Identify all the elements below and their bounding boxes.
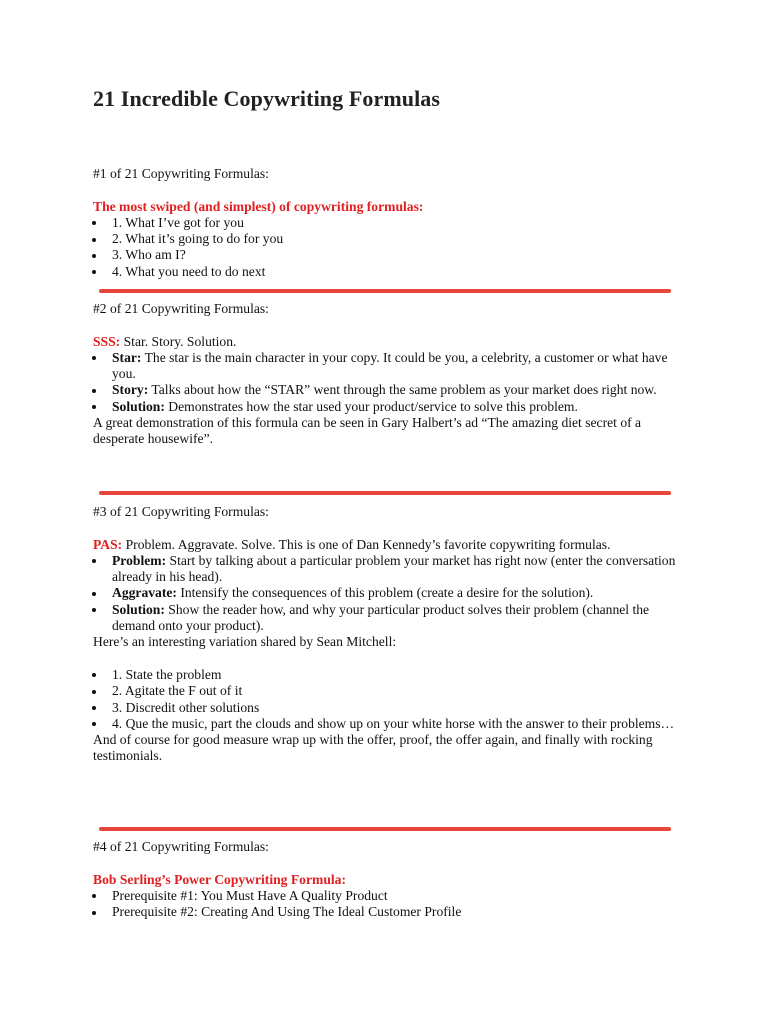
section-3-heading: #3 of 21 Copywriting Formulas: (93, 504, 269, 519)
list-item: 4. What you need to do next (93, 264, 683, 280)
list-item: Prerequisite #1: You Must Have A Quality Product (93, 888, 683, 904)
section-3-variation-intro: Here’s an interesting variation shared by Sean Mitchell: (93, 634, 397, 650)
list-item (93, 602, 683, 635)
list-item: Prerequisite #2: Creating And Using The Ideal Customer Profile (93, 904, 683, 920)
list-item (93, 553, 683, 586)
list-item-text: Talks about how the “STAR” went through the same problem as your market does right now. (148, 382, 657, 398)
section-4-subtitle: Bob Serling’s Power Copywriting Formula: (93, 871, 346, 887)
list-item (93, 585, 683, 601)
list-item-term: Aggravate: (112, 585, 177, 601)
list-item (93, 399, 683, 415)
section-1-heading: #1 of 21 Copywriting Formulas: (93, 166, 269, 181)
list-item-text: The star is the main character in your copy. It could be you, a celebrity, a customer or what have you. (112, 349, 668, 382)
section-2-heading: #2 of 21 Copywriting Formulas: (93, 301, 269, 316)
section-3-variation-list (93, 667, 683, 732)
list-item: 2. What it’s going to do for you (93, 231, 683, 247)
section-2-note: A great demonstration of this formula can be seen in Gary Halbert’s ad “The amazing diet secret of a desperate housewife”. (93, 415, 642, 447)
section-3 (93, 504, 683, 765)
list-item: 1. What I’ve got for you (93, 215, 683, 231)
list-item-term: Star: (112, 349, 142, 365)
section-2-intro-label: SSS: (93, 333, 121, 349)
list-item-term: Solution: (112, 601, 165, 617)
list-item: 1. State the problem (93, 667, 683, 683)
list-item: 3. Discredit other solutions (93, 700, 683, 716)
list-item-text: Intensify the consequences of this problem (create a desire for the solution). (176, 585, 594, 601)
section-4 (93, 839, 683, 920)
section-4-heading: #4 of 21 Copywriting Formulas: (93, 839, 269, 854)
list-item-text: Show the reader how, and why your particular product solves their problem (channel the demand onto your product). (112, 601, 650, 634)
section-divider (99, 289, 671, 293)
list-item-text: Start by talking about a particular problem your market has right now (enter the conversation already in his head). (112, 552, 676, 585)
section-3-list (93, 553, 683, 634)
section-2 (93, 301, 683, 448)
section-3-note: And of course for good measure wrap up with the offer, proof, the offer again, and finally with rocking testimonials. (93, 732, 653, 764)
section-1 (93, 166, 683, 280)
list-item (93, 350, 683, 383)
list-item (93, 382, 683, 398)
list-item-term: Solution: (112, 398, 165, 414)
section-1-list (93, 215, 683, 280)
document-title: 21 Incredible Copywriting Formulas (93, 86, 441, 111)
section-3-intro-text: Problem. Aggravate. Solve. This is one of Dan Kennedy’s favorite copywriting formulas. (122, 536, 611, 552)
section-2-intro-text: Star. Story. Solution. (120, 333, 237, 349)
list-item-term: Problem: (112, 552, 167, 568)
section-3-intro-label: PAS: (93, 536, 123, 552)
section-1-subtitle: The most swiped (and simplest) of copywriting formulas: (93, 198, 424, 214)
list-item: 2. Agitate the F out of it (93, 683, 683, 699)
section-2-list (93, 350, 683, 415)
section-4-list (93, 888, 683, 921)
section-2-intro (93, 334, 683, 350)
list-item-text: Demonstrates how the star used your product/service to solve this problem. (164, 398, 578, 414)
section-divider (99, 827, 671, 831)
list-item-term: Story: (112, 382, 149, 398)
list-item: 4. Que the music, part the clouds and show up on your white horse with the answer to their problems… (93, 716, 683, 732)
section-divider (99, 491, 671, 495)
section-3-intro (93, 537, 683, 553)
list-item: 3. Who am I? (93, 247, 683, 263)
